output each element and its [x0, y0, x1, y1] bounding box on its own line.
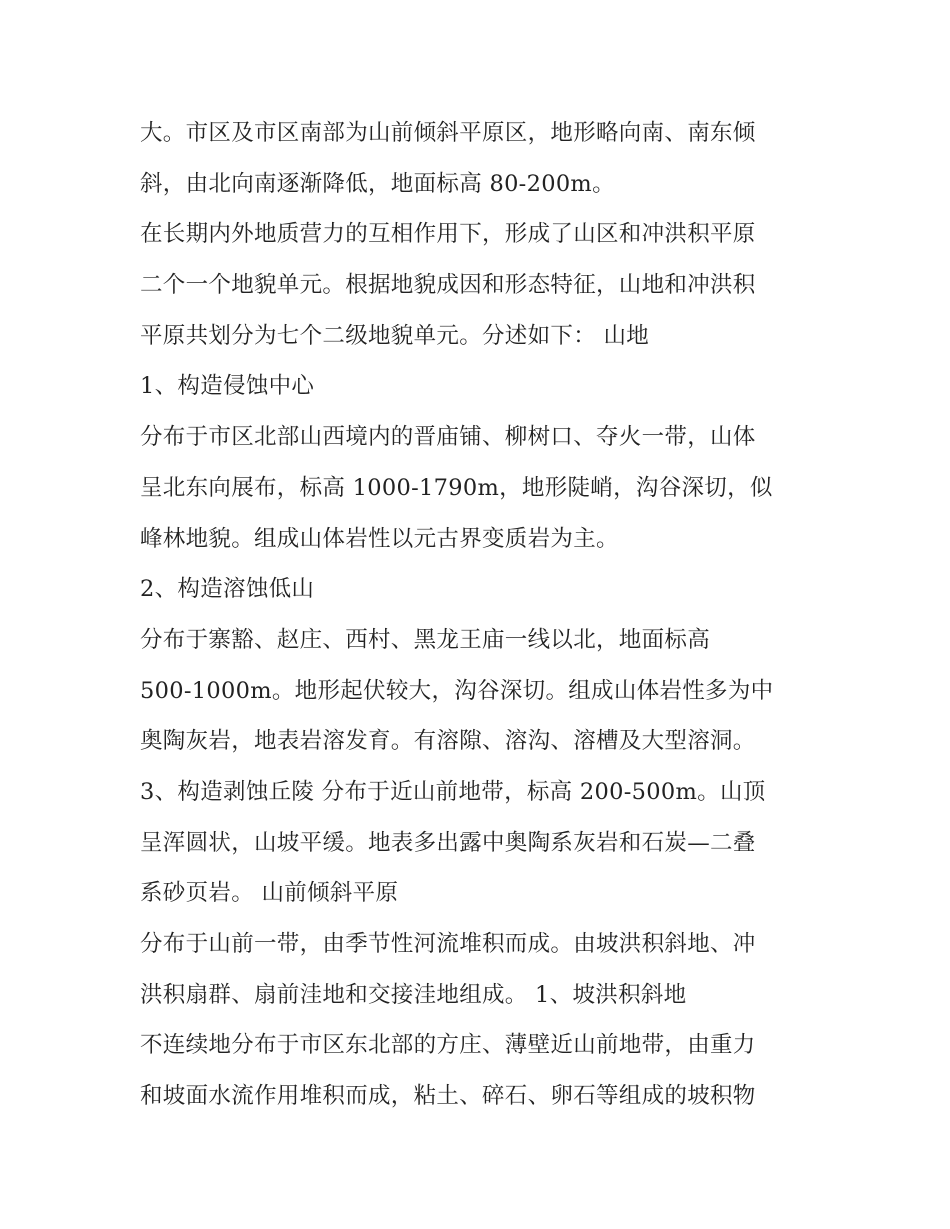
text-line: 平原共划分为七个二级地貌单元。分述如下： 山地 [140, 322, 650, 349]
text-line: 系砂页岩。 山前倾斜平原 [140, 880, 399, 907]
section-heading: 1、构造侵蚀中心 [140, 373, 315, 400]
section-heading: 2、构造溶蚀低山 [140, 576, 315, 603]
text-line: 不连续地分布于市区东北部的方庄、薄壁近山前地带，由重力 [140, 1032, 756, 1059]
text-line: 奥陶灰岩，地表岩溶发育。有溶隙、溶沟、溶槽及大型溶洞。 [140, 728, 756, 755]
text-line: 3、构造剥蚀丘陵 分布于近山前地带，标高 200-500m。山顶 [140, 778, 766, 805]
text-line: 和坡面水流作用堆积而成，粘土、碎石、卵石等组成的坡积物 [140, 1083, 756, 1110]
text-line: 洪积扇群、扇前洼地和交接洼地组成。 1、坡洪积斜地 [140, 981, 687, 1008]
text-line: 分布于寨豁、赵庄、西村、黑龙王庙一线以北，地面标高 [140, 626, 711, 653]
text-line: 二个一个地貌单元。根据地貌成因和形态特征，山地和冲洪积 [140, 272, 756, 299]
text-line: 500-1000m。地形起伏较大，沟谷深切。组成山体岩性多为中 [140, 677, 774, 704]
text-line: 分布于山前一带，由季节性河流堆积而成。由坡洪积斜地、冲 [140, 931, 756, 957]
text-line: 呈北东向展布，标高 1000-1790m，地形陡峭，沟谷深切，似 [140, 474, 773, 501]
document-body [140, 108, 820, 1122]
text-line: 分布于市区北部山西境内的晋庙铺、柳树口、夺火一带，山体 [140, 424, 756, 451]
text-line: 大。市区及市区南部为山前倾斜平原区，地形略向南、南东倾 [140, 120, 756, 146]
text-line: 在长期内外地质营力的互相作用下，形成了山区和冲洪积平原 [140, 221, 756, 248]
text-line: 峰林地貌。组成山体岩性以元古界变质岩为主。 [140, 525, 619, 552]
text-line: 呈浑圆状，山坡平缓。地表多出露中奥陶系灰岩和石炭—二叠 [140, 829, 756, 856]
text-line: 斜，由北向南逐渐降低，地面标高 80-200m。 [140, 170, 615, 197]
